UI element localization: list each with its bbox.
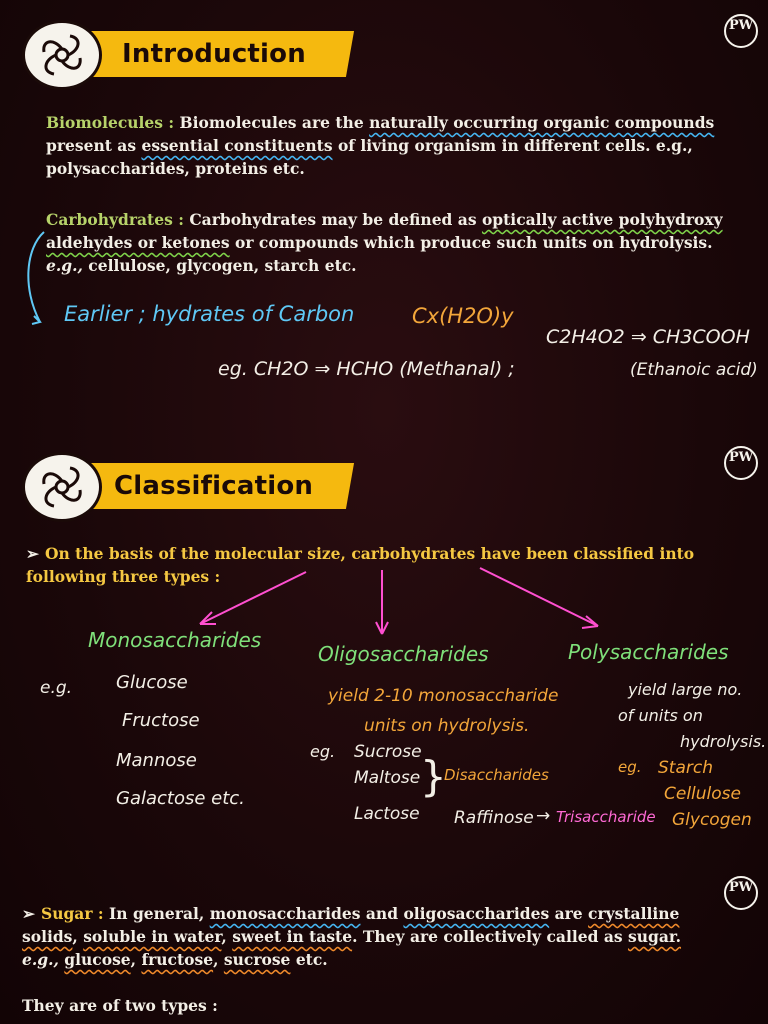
carbohydrates-underline: optically active polyhydroxy aldehydes or ketones bbox=[46, 210, 723, 252]
poly-desc-1: yield large no. bbox=[628, 680, 743, 699]
carbohydrates-eg: e.g., bbox=[46, 256, 83, 275]
pw-logo-icon: PW bbox=[724, 14, 758, 48]
oligo-item-sucrose: Sucrose bbox=[354, 742, 422, 762]
mono-item-galactose: Galactose etc. bbox=[116, 788, 245, 809]
arrow-right-icon: → bbox=[536, 806, 551, 826]
poly-item-cellulose: Cellulose bbox=[664, 784, 741, 804]
sugar-u7: glucose bbox=[64, 950, 131, 969]
note-c2h4o2: C2H4O2 ⇒ CH3COOH bbox=[546, 326, 750, 348]
note-eg-ch2o: eg. CH2O ⇒ HCHO (Methanal) ; bbox=[218, 358, 515, 380]
carbohydrates-text-c: cellulose, glycogen, starch etc. bbox=[82, 256, 357, 275]
mono-item-glucose: Glucose bbox=[116, 672, 188, 693]
carbohydrates-term: Carbohydrates : bbox=[46, 210, 184, 229]
poly-eg: eg. bbox=[618, 758, 642, 776]
biomolecules-text-a: Biomolecules are the bbox=[179, 113, 370, 132]
sugar-term: Sugar : bbox=[41, 904, 104, 923]
sugar-text-d: , bbox=[72, 927, 84, 946]
pw-logo-icon: PW bbox=[724, 446, 758, 480]
blue-bracket-annotation bbox=[22, 228, 52, 328]
sugar-u9: sucrose bbox=[223, 950, 291, 969]
oligo-desc-2: units on hydrolysis. bbox=[364, 716, 530, 736]
section-title-introduction: Introduction bbox=[122, 39, 306, 69]
carbohydrates-text-b: or compounds which produce such units on hydrolysis. bbox=[229, 233, 713, 252]
sugar-text-a: In general, bbox=[109, 904, 210, 923]
mono-title: Monosaccharides bbox=[88, 628, 262, 652]
mono-item-fructose: Fructose bbox=[122, 710, 200, 731]
sugar-text-c: are bbox=[549, 904, 589, 923]
section-title-classification: Classification bbox=[114, 471, 314, 501]
oligo-desc-1: yield 2-10 monosaccharide bbox=[328, 686, 559, 706]
pw-swirl-logo-icon bbox=[22, 452, 102, 522]
biomolecules-text-b: present as bbox=[46, 136, 142, 155]
sugar-u1: monosaccharides bbox=[209, 904, 361, 923]
brace-icon: } bbox=[420, 752, 447, 801]
note-earlier: Earlier ; hydrates of Carbon bbox=[64, 302, 355, 326]
pw-swirl-logo-icon bbox=[22, 20, 102, 90]
classification-intro-text: On the basis of the molecular size, carbohydrates have been classified into following three types : bbox=[26, 544, 695, 586]
biomolecules-term: Biomolecules : bbox=[46, 113, 175, 132]
note-formula: Cx(H2O)y bbox=[412, 304, 514, 328]
sugar-u4: soluble in water bbox=[83, 927, 222, 946]
oligo-title: Oligosaccharides bbox=[318, 642, 489, 666]
poly-item-starch: Starch bbox=[658, 758, 713, 778]
biomolecules-underline-2: essential constituents bbox=[141, 136, 333, 155]
bullet-arrow-icon: ➢ bbox=[22, 904, 35, 923]
classification-header bbox=[22, 452, 332, 522]
sugar-text-e: , bbox=[221, 927, 233, 946]
poly-desc-3: hydrolysis. bbox=[680, 732, 767, 751]
sugar-paragraph: ➢ Sugar : In general, monosaccharides and oligosaccharides are crystalline solids, soluble in water, sweet in taste. They are collectively called as sugar. e.g., glucose, fructose, sucrose etc. bbox=[22, 904, 682, 969]
introduction-header bbox=[22, 20, 332, 90]
sugar-text-f: . They are collectively called as bbox=[352, 927, 628, 946]
carbohydrates-paragraph bbox=[46, 208, 736, 277]
pw-logo-icon: PW bbox=[724, 876, 758, 910]
note-ethanoic: (Ethanoic acid) bbox=[630, 360, 758, 380]
oligo-eg: eg. bbox=[310, 742, 336, 761]
carbohydrates-text-a: Carbohydrates may be defined as bbox=[189, 210, 482, 229]
oligo-disaccharides: Disaccharides bbox=[444, 766, 549, 784]
sugar-eg: e.g., bbox=[22, 950, 59, 969]
poly-item-glycogen: Glycogen bbox=[672, 810, 752, 830]
bullet-arrow-icon: ➢ bbox=[26, 544, 39, 563]
sugar-u8: fructose bbox=[141, 950, 214, 969]
biomolecules-paragraph bbox=[46, 111, 736, 180]
poly-desc-2: of units on bbox=[618, 706, 703, 725]
sugar-u3: crystalline solids bbox=[22, 904, 680, 946]
biomolecules-text-c: of living organism in different cells. e.g., polysaccharides, proteins etc. bbox=[46, 136, 693, 178]
oligo-trisaccharide: Trisaccharide bbox=[556, 808, 656, 826]
two-types-line: They are of two types : bbox=[22, 996, 218, 1015]
sugar-u5: sweet in taste bbox=[232, 927, 353, 946]
oligo-item-lactose: Lactose bbox=[354, 804, 420, 824]
mono-item-mannose: Mannose bbox=[116, 750, 197, 771]
poly-title: Polysaccharides bbox=[568, 640, 729, 664]
sugar-u2: oligosaccharides bbox=[403, 904, 550, 923]
oligo-raffinose: Raffinose bbox=[454, 808, 534, 828]
mono-eg: e.g. bbox=[40, 678, 73, 698]
oligo-item-maltose: Maltose bbox=[354, 768, 421, 788]
sugar-etc: etc. bbox=[290, 950, 328, 969]
sugar-u6: sugar. bbox=[627, 927, 682, 946]
biomolecules-underline-1: naturally occurring organic compounds bbox=[369, 113, 715, 132]
sugar-text-b: and bbox=[360, 904, 404, 923]
